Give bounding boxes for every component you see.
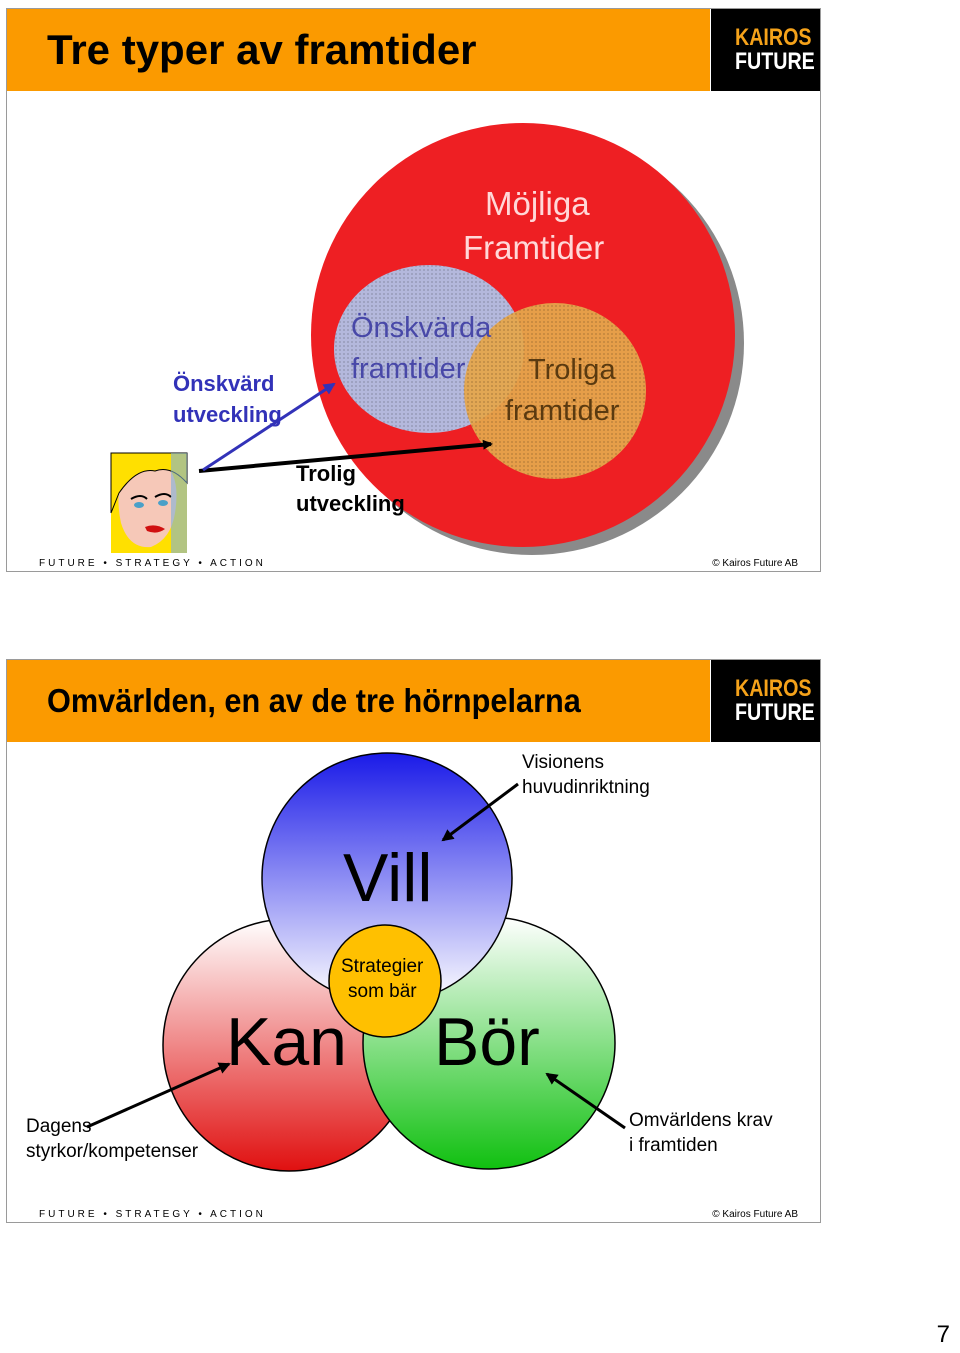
onskvard-label: Önskvärd	[173, 371, 275, 396]
i-framtiden-label: i framtiden	[629, 1135, 718, 1156]
slide-title: Omvärlden, en av de tre hörnpelarna	[47, 682, 581, 719]
framtider-label: Framtider	[463, 229, 605, 266]
page-number: 7	[936, 1321, 950, 1348]
onskvarda-framtider-label: framtider	[351, 353, 466, 385]
styrkor-label: styrkor/kompetenser	[26, 1141, 199, 1162]
vill-label: Vill	[343, 840, 433, 916]
troliga-dots	[464, 303, 646, 479]
footer-tagline: FUTURE • STRATEGY • ACTION	[39, 1209, 266, 1220]
trolig-label: Trolig	[296, 461, 356, 486]
mojliga-label: Möjliga	[485, 185, 590, 222]
futures-diagram	[7, 9, 821, 572]
kan-label: Kan	[226, 1004, 347, 1080]
logo-line-1: KAIROS	[735, 24, 812, 51]
onskvarda-label: Önskvärda	[351, 312, 492, 344]
huvudinriktning-label: huvudinriktning	[522, 777, 650, 798]
troliga-framtider-label: framtider	[505, 395, 620, 427]
logo-line-2: FUTURE	[735, 699, 815, 726]
strategier-label: Strategier	[341, 956, 424, 977]
logo-line-2: FUTURE	[735, 48, 815, 75]
onskvard-utveckling-label: utveckling	[173, 402, 282, 427]
som-bar-label: som bär	[348, 981, 417, 1002]
bor-label: Bör	[434, 1004, 540, 1080]
footer-copyright: © Kairos Future AB	[712, 558, 798, 569]
slide-title: Tre typer av framtider	[47, 26, 477, 73]
omvarldens-krav-label: Omvärldens krav	[629, 1110, 773, 1131]
logo-line-1: KAIROS	[735, 675, 812, 702]
woman-face-icon	[111, 453, 187, 553]
footer-tagline: FUTURE • STRATEGY • ACTION	[39, 558, 266, 569]
troliga-label: Troliga	[528, 354, 616, 386]
visionens-label: Visionens	[522, 752, 605, 773]
slide-omvarlden	[6, 659, 821, 1223]
dagens-label: Dagens	[26, 1116, 92, 1137]
footer-copyright: © Kairos Future AB	[712, 1209, 798, 1220]
slide-tre-typer	[6, 8, 821, 572]
trolig-utveckling-label: utveckling	[296, 491, 405, 516]
